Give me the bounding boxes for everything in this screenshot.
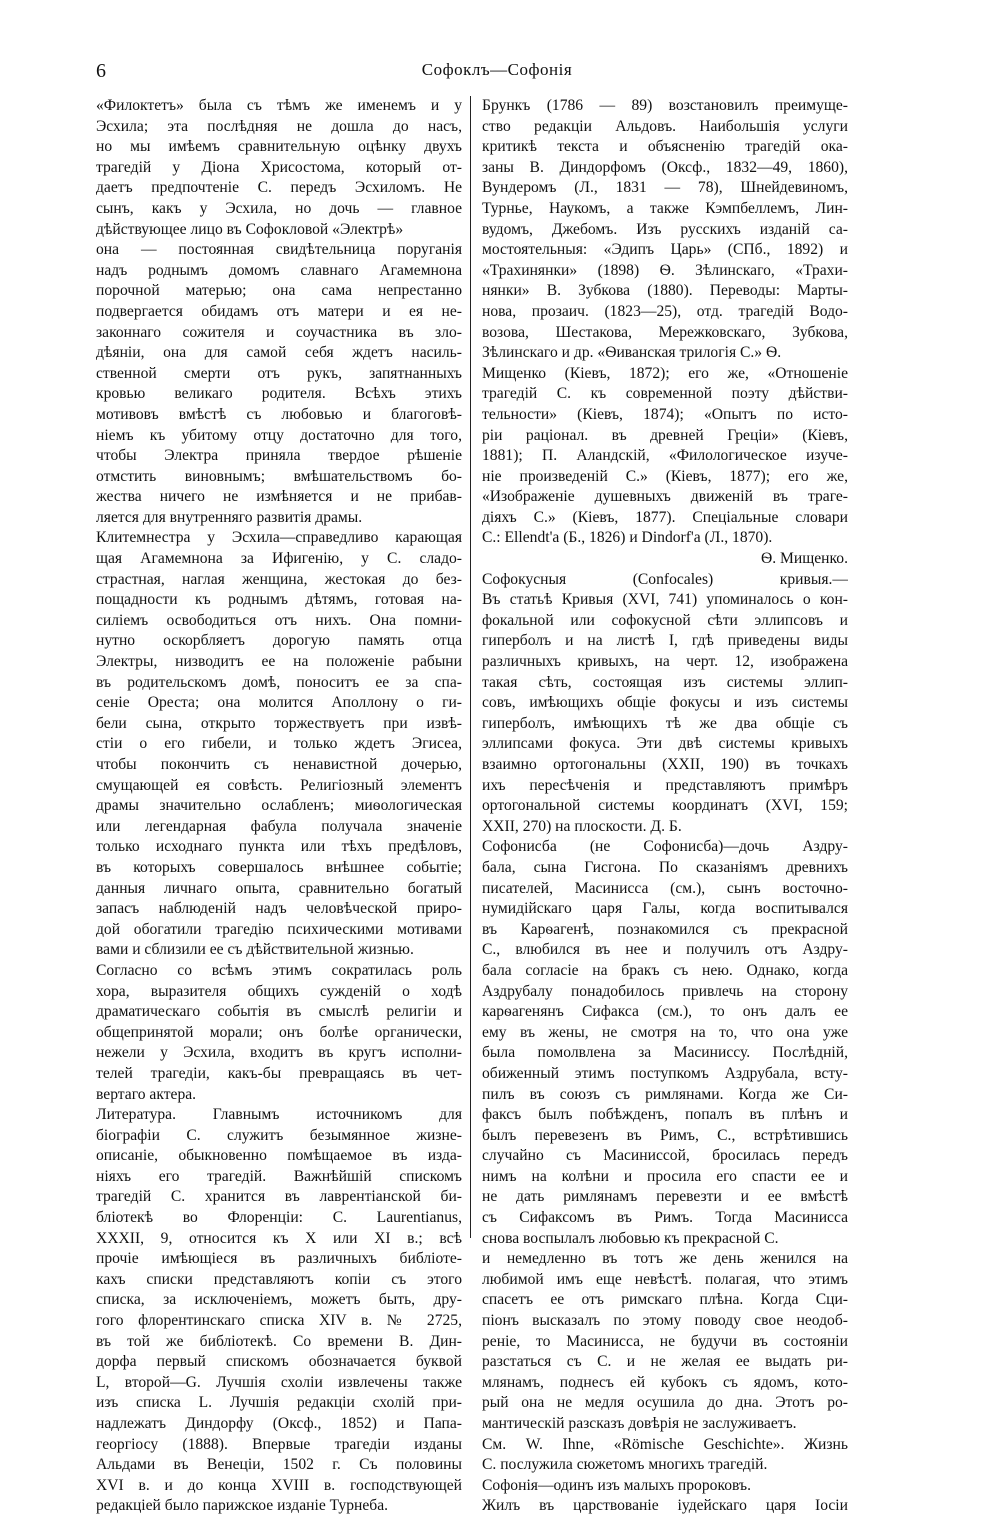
text-line: драмы значительно ослабленъ; миѳологическая [96,797,462,815]
text-line: L, второй—G. Лучшія схоліи извлечены также [96,1373,462,1391]
text-line: бели сына, открыто торжествуетъ при извѣ- [96,714,462,732]
text-line: XXII, 270) на плоскости. Д. Б. [482,817,682,835]
text-line: былъ перевезенъ въ Римъ, С., встрѣтившись [482,1126,848,1144]
text-line: запасъ наблюденій надъ человѣческой приро- [96,900,462,918]
text-line: дѣяніи, она для самой себя ждетъ насиль- [96,344,462,362]
text-line: общепринятой морали; онъ болѣе органически, [96,1023,462,1041]
text-line: описаніе, обыкновенно помѣщаемое въ изда- [96,1147,462,1165]
text-line: такая сѣть, состоящая изъ системы эллип- [482,673,848,691]
text-line: Аздрубалу понадобилось привлечь на сторону [482,982,848,1000]
text-line: бала, сына Гисгона. По сказаніямъ древнихъ [482,858,848,876]
text-line: гого флорентинскаго списка XIV в. № 2725, [96,1312,462,1330]
text-line: возова, Шестакова, Мережковскаго, Зубкова, [482,323,848,341]
text-line: сынъ, какъ у Эсхила, но дочь — главное [96,199,462,217]
text-line: ніе произведеній С.» (Кіевъ, 1877); его же, [482,467,848,485]
text-line: «Трахинянки» (1898) Ѳ. Зѣлинскаго, «Трахи- [482,261,848,279]
text-line: данныя личнаго опыта, сравнительно богатый [96,879,462,897]
text-line: даетъ предпочтеніе С. передъ Эсхиломъ. Не [96,179,462,197]
text-line: нежели у Эсхила, входитъ въ кругъ исполни- [96,1044,462,1062]
text-line: случайно съ Масиниссой, бросилась передъ [482,1147,848,1165]
text-line: Зѣлинскаго и др. «Ѳиванская трилогія С.» Ѳ. [482,344,782,362]
text-line: Эсхила; эта послѣдняя не дошла до насъ, [96,117,462,135]
text-line: гиперболъ, имѣющихъ тѣ же два общіе съ [482,714,848,732]
text-line: 1881); П. Аландскій, «Филологическое изуче- [482,447,848,465]
text-line: Въ статьѣ Кривыя (XVI, 741) упоминалось о кон- [482,591,848,609]
text-line: карѳагенянъ Сифакса (см.), то онъ далъ ее [482,1003,848,1021]
text-line: писателей, Масинисса (см.), сынъ восточно- [482,879,848,897]
text-line: С.: Ellendt'a (Б., 1826) и Dindorf'a (Л., 1870). [482,529,773,547]
text-line: чтобы покончить съ ненавистной дочерью, [96,756,462,773]
text-line: ляется для внутренняго развитія драмы. [96,508,363,526]
text-line: нова, прозаич. (1823—25), отд. трагедій Водо- [482,302,848,320]
text-line: трагедій С. хранится въ лаврентіанской би- [96,1188,462,1206]
text-line: надъ роднымъ домомъ славнаго Агамемнона [96,261,462,279]
left-column [96,96,462,1517]
text-line: чтобы Электра приняла твердое рѣшеніе [96,447,462,465]
text-line: С. послужила сюжетомъ многихъ трагедій. [482,1456,768,1474]
text-line: Согласно со всѣмъ этимъ сократилась роль [96,961,462,979]
text-line: мостоятельныя: «Эдипъ Царь» (СПб., 1892) и [482,241,848,259]
text-line: сеніе Ореста; она молится Аполлону о ги- [96,694,462,712]
text-line: рый она не медля осушила до дна. Этотъ ро- [482,1394,848,1412]
text-line: бала согласіе на бракъ съ нею. Однако, когда [482,961,848,979]
text-line: ніяхъ его трагедій. Важнѣйшій спискомъ [96,1167,462,1185]
text-line: гиперболъ и на листѣ I, гдѣ приведены виды [482,632,848,650]
text-line: разстаться съ С. и не желая ее выдать ри- [482,1353,848,1371]
text-line: Брункъ (1786 — 89) возстановилъ преимуще- [482,97,848,114]
text-line: Литература. Главнымъ источникомъ для [96,1106,462,1124]
text-line: драматическаго событія въ смыслѣ религіи и [96,1003,462,1021]
text-line: только исходнаго пункта или тѣхъ предѣловъ, [96,838,462,856]
page-number: 6 [96,60,106,82]
text-line: стіи о его гибели, и только ждетъ Эгисеа, [96,735,462,753]
text-line: силіемъ освободиться отъ нихъ. Она помни- [96,611,462,629]
text-line: Софонія—одинъ изъ малыхъ пророковъ. [482,1476,751,1494]
text-line: и немедленно въ тотъ же день женился на [482,1250,848,1268]
text-line: мантическій разсказъ довѣрія не заслуживаетъ. [482,1415,797,1432]
text-line: дорфа первый спискомъ обозначается буквой [96,1353,462,1371]
text-line: «Изображеніе душевныхъ движеній въ траге- [482,488,848,506]
text-line: реніе, то Масинисса, не будучи въ состояніи [482,1332,848,1350]
text-line: пилъ въ союзъ съ римлянами. Когда же Си- [482,1085,848,1103]
text-line: нимъ на колѣни и просила его спасти ее и [482,1167,848,1185]
text-line: вертаго актера. [96,1085,197,1103]
text-line: взаимно ортогональны (XXII, 190) въ точкахъ [482,756,848,773]
text-line: законнаго сожителя и соучастника въ зло- [96,323,462,341]
text-line: біографіи С. служитъ безымянное жизне- [96,1126,462,1144]
column-divider [470,96,471,1238]
text-line: съ Сифаксомъ въ Римъ. Тогда Масинисса [482,1209,848,1227]
text-line: ніемъ къ убитому отцу достаточно для того, [96,426,462,444]
text-line: ихъ пересѣченія и представляютъ примѣръ [482,776,848,794]
text-line: надлежатъ Диндорфу (Оксф., 1852) и Папа- [96,1415,462,1432]
text-line: критикѣ текста и объясненію трагедій ока- [482,138,848,156]
text-line: снова воспылалъ любовью къ прекрасной С. [482,1229,779,1247]
text-line: списка, за исключеніемъ, можетъ быть, дру- [96,1291,462,1309]
text-line: ортогональной системы координатъ (XVI, 159; [482,797,848,815]
text-line: млянамъ, поднесъ ей кубокъ съ ядомъ, кото- [482,1373,848,1391]
text-line: трагедій у Діона Хрисостома, который от- [96,158,462,176]
running-title: Софоклъ—Софонія [421,60,573,79]
text-line: въ той же библіотекѣ. Со времени В. Дин- [96,1332,462,1350]
text-line: или легендарная фабула получала значеніе [96,817,462,835]
text-line: жества ничего не измѣняется и не прибав- [96,488,462,506]
text-line: пощадности къ роднымъ дѣтямъ, готовая на- [96,591,462,609]
text-line: ріи раціонал. въ древней Греціи» (Кіевъ, [482,426,848,444]
text-line: С., влюбился въ нее и получилъ отъ Аздру- [482,941,848,959]
text-line: нумидійскаго царя Галы, когда воспитывался [482,900,848,918]
text-line: хора, выразителя общихъ сужденій о ходѣ [96,982,462,1000]
text-line: редакціей было парижское изданіе Турнеба. [96,1497,389,1515]
text-line: эллипсами фокуса. Эти двѣ системы кривыхъ [482,735,848,753]
text-line: Альдами въ Венеціи, 1502 г. Съ половины [96,1456,462,1474]
text-line: нутно оскорбляетъ дорогую память отца [96,632,462,650]
text-line: Софокусныя (Confocales) кривыя.— [482,570,848,588]
text-line: въ родительскомъ домѣ, поноситъ ее за спа- [96,673,462,691]
text-line: ему въ жены, не смотря на то, что она уже [482,1023,848,1041]
text-line: Вундеромъ (Л., 1831 — 78), Шнейдевиномъ, [482,179,848,197]
text-line: факсъ былъ побѣжденъ, попалъ въ плѣнъ и [482,1106,848,1124]
text-line: фокальной или софокусной сѣти эллипсовъ и [482,611,848,629]
text-line: страстная, наглая женщина, жестокая до без- [96,570,462,588]
text-line: но мы имѣемъ сравнительную оцѣнку двухъ [96,138,462,156]
text-line: діяхъ С.» (Кіевъ, 1877). Спеціальные словари [482,508,848,526]
text-line: совъ, имѣющихъ общіе фокусы и изъ системы [482,694,848,712]
right-column [482,96,848,1517]
text-line: «Филоктетъ» была съ тѣмъ же именемъ и у [96,97,462,114]
text-line: См. W. Ihne, «Römische Geschichte». Жизнь [482,1435,848,1453]
text-line: дой обогатили трагедію психическими мотивами [96,920,462,938]
text-line: трагедій С. къ современной поэту дѣйстви- [482,385,848,403]
text-line: любимой имъ еще невѣстѣ. полагая, что этимъ [482,1270,848,1288]
text-line: кахъ списки представляютъ копіи съ этого [96,1270,462,1288]
text-line: Мищенко (Кіевъ, 1872); его же, «Отношеніе [482,364,848,382]
text-line: Клитемнестра у Эсхила—справедливо карающая [96,529,462,547]
text-line: Софонисба (не Софонисба)—дочь Аздру- [482,838,848,856]
text-line: подвергается обидамъ отъ матери и ея не- [96,302,462,320]
text-line: вами и сблизили ее съ дѣйствительной жизнью. [96,941,414,959]
page-header [96,60,898,86]
text-line: она — постоянная свидѣтельница поруганія [96,241,462,259]
text-line: Ѳ. Мищенко. [760,550,848,568]
text-line: была помолвлена за Масиниссу. Послѣдній, [482,1044,848,1062]
text-line: въ которыхъ совершалось внѣшнее событіе; [96,858,462,876]
text-line: не дать римлянамъ перевезти и ее вмѣстѣ [482,1188,848,1206]
text-line: бліотекѣ во Флоренціи: C. Laurentianus, [96,1209,462,1227]
text-line: порочной матерью; она сама непрестанно [96,282,462,300]
text-line: георгіосу (1888). Впервые трагедіи изданы [96,1435,462,1453]
text-line: ство редакціи Альдовъ. Наибольшія услуги [482,117,848,135]
text-line: XXXII, 9, относится къ X или XI в.; всѣ [96,1229,462,1247]
text-line: заны В. Диндорфомъ (Оксф., 1832—49, 1860), [482,158,848,176]
text-line: въ Карѳагенѣ, познакомился съ прекрасной [482,920,848,938]
text-line: различныхъ кривыхъ, на черт. 12, изображена [482,653,848,671]
text-line: тельности» (Кіевъ, 1874); «Опытъ по исто- [482,405,848,423]
text-line: мотивовъ вмѣстѣ съ любовью и благоговѣ- [96,405,462,423]
text-line: вудомъ, Джебомъ. Изъ русскихъ изданій са- [482,220,848,238]
text-line: спасетъ ее отъ римскаго плѣна. Когда Сци- [482,1291,848,1309]
text-line: нянки» В. Зубкова (1880). Переводы: Марты- [482,282,848,300]
text-line: прочіе имѣющіеся въ различныхъ библіоте- [96,1250,462,1268]
text-line: отмстить виновнымъ; вмѣшательствомъ бо- [96,467,462,485]
text-line: изъ списка L. Лучшія редакціи схолій при- [96,1394,462,1412]
text-line: Жилъ въ царствованіе іудейскаго царя Іосіи [482,1497,848,1515]
text-line: дѣйствующее лицо въ Софокловой «Электрѣ» [96,220,404,238]
text-line: піонъ высказалъ по этому поводу свое неодоб- [482,1312,848,1330]
text-line: обиженный этимъ поступкомъ Аздрубала, всту- [482,1064,848,1082]
text-line: телей трагедіи, какъ-бы превращаясь въ чет- [96,1064,462,1082]
text-line: Турнье, Наукомъ, а также Кэмпбеллемъ, Лин- [482,199,848,217]
text-line: Электры, низводитъ ее на положеніе рабыни [96,653,462,671]
text-line: щая Агамемнона за Ифигенію, у С. сладо- [96,550,462,568]
text-line: XVI в. и до конца XVIII в. господствующей [96,1476,462,1494]
text-line: кровью великаго родителя. Всѣхъ этихъ [96,385,462,403]
text-line: ственной смерти отъ рукъ, запятнанныхъ [96,364,462,382]
text-line: смущающей ея совѣсть. Религіозный элементъ [96,776,462,794]
